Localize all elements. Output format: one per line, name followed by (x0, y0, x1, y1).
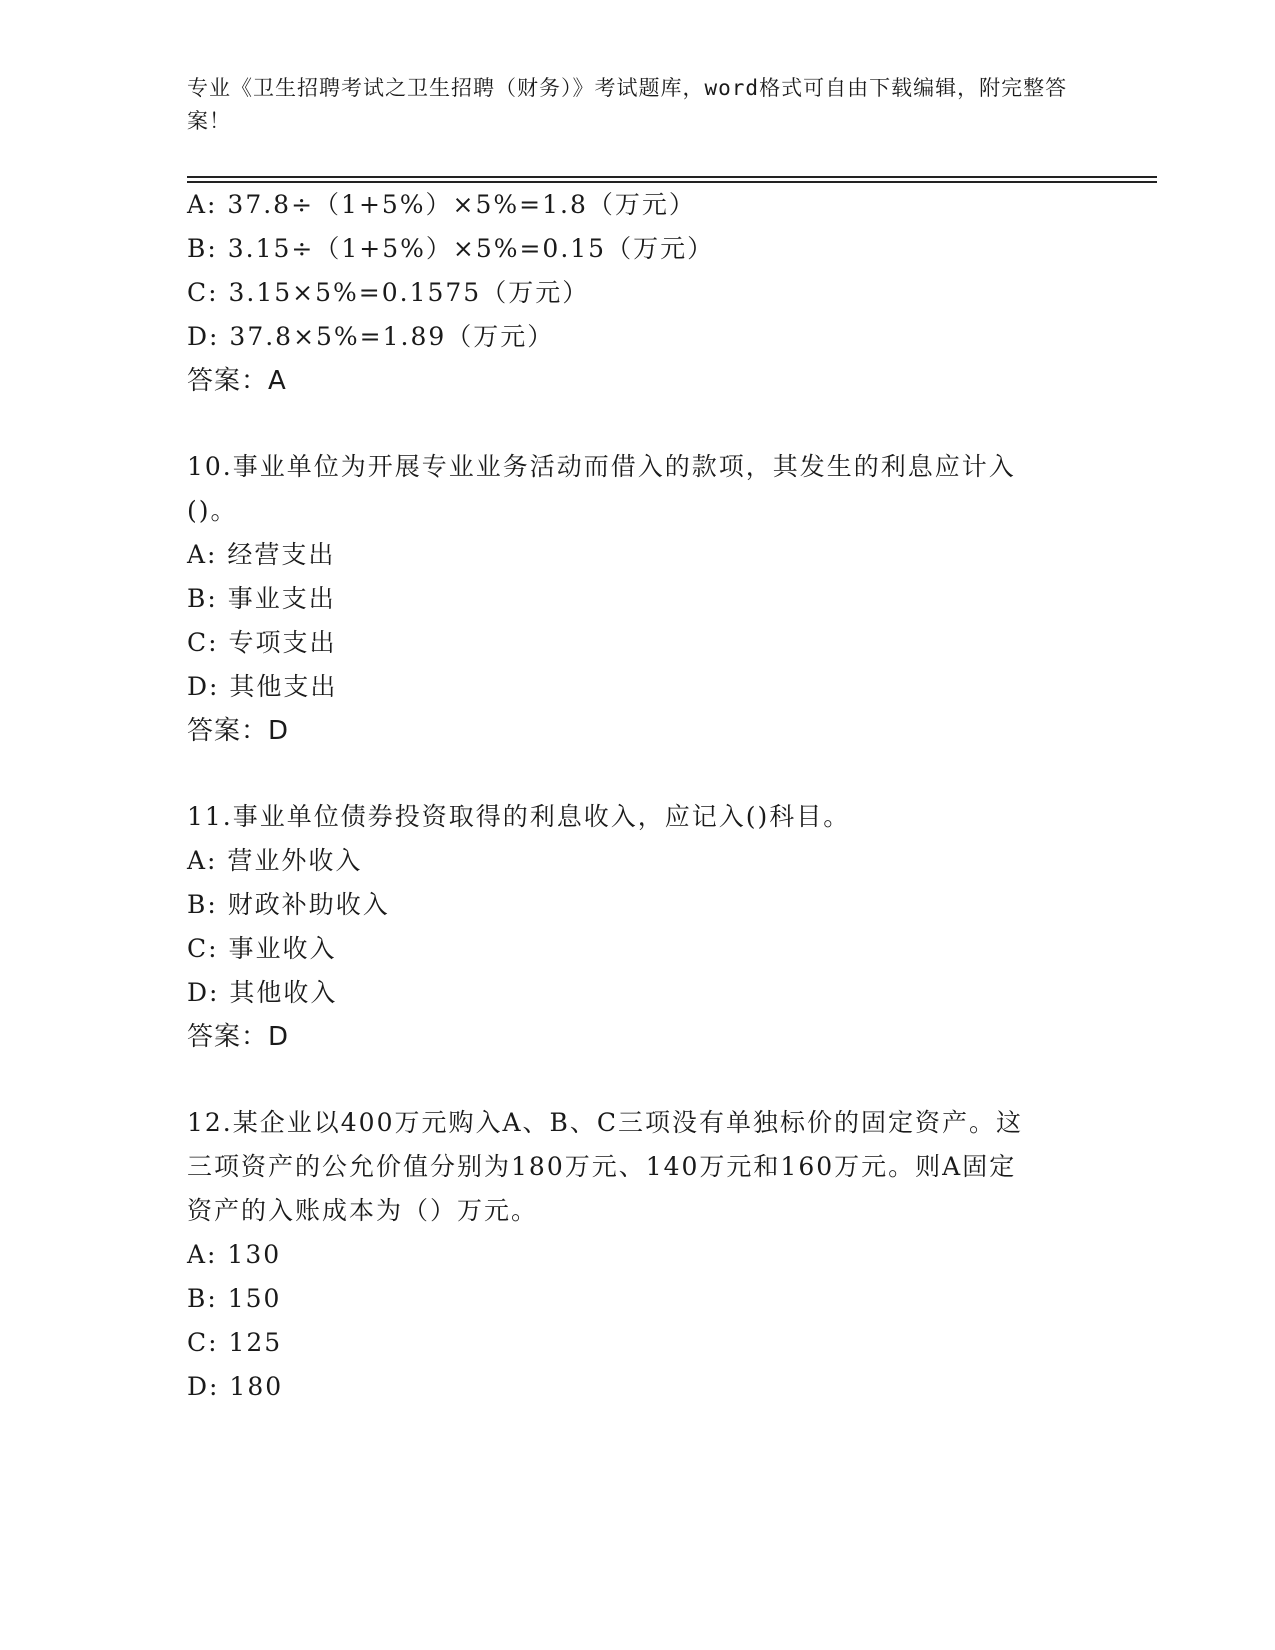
q10-stem-line2: ()。 (187, 496, 238, 525)
q10-option-d: D: 其他支出 (187, 672, 338, 701)
q11-stem-line1: 11.事业单位债券投资取得的利息收入，应记入()科目。 (187, 802, 851, 831)
q12-stem-line1: 12.某企业以400万元购入A、B、C三项没有单独标价的固定资产。这 (187, 1108, 1024, 1137)
header-rule-bottom (187, 181, 1157, 183)
q11-answer: 答案：D (187, 1022, 290, 1052)
q12-stem-line3: 资产的入账成本为（）万元。 (187, 1196, 539, 1225)
q11-option-a: A: 营业外收入 (187, 846, 363, 875)
q11-option-c: C: 事业收入 (187, 934, 337, 963)
q11-option-d: D: 其他收入 (187, 978, 338, 1007)
q11-option-b: B: 财政补助收入 (187, 890, 390, 919)
q10-option-b: B: 事业支出 (187, 584, 336, 613)
q12-option-a: A: 130 (187, 1240, 282, 1269)
q10-stem-line1: 10.事业单位为开展专业业务活动而借入的款项，其发生的利息应计入 (187, 452, 1016, 481)
q10-option-c: C: 专项支出 (187, 628, 337, 657)
header-rule-top (187, 176, 1157, 178)
q9-option-a: A: 37.8÷（1+5%）×5%=1.8（万元） (187, 190, 696, 219)
q9-option-c: C: 3.15×5%=0.1575（万元） (187, 278, 590, 307)
q12-option-c: C: 125 (187, 1328, 283, 1357)
q12-stem-line2: 三项资产的公允价值分别为180万元、140万元和160万元。则A固定 (187, 1152, 1017, 1181)
q10-option-a: A: 经营支出 (187, 540, 336, 569)
q12-option-d: D: 180 (187, 1372, 284, 1401)
q9-option-d: D: 37.8×5%=1.89（万元） (187, 322, 555, 351)
q10-answer: 答案：D (187, 716, 290, 746)
q9-answer: 答案：A (187, 366, 287, 396)
q12-option-b: B: 150 (187, 1284, 282, 1313)
document-header: 专业《卫生招聘考试之卫生招聘（财务）》考试题库，word格式可自由下载编辑，附完整答案！ (187, 76, 1068, 133)
q9-option-b: B: 3.15÷（1+5%）×5%=0.15（万元） (187, 234, 715, 263)
